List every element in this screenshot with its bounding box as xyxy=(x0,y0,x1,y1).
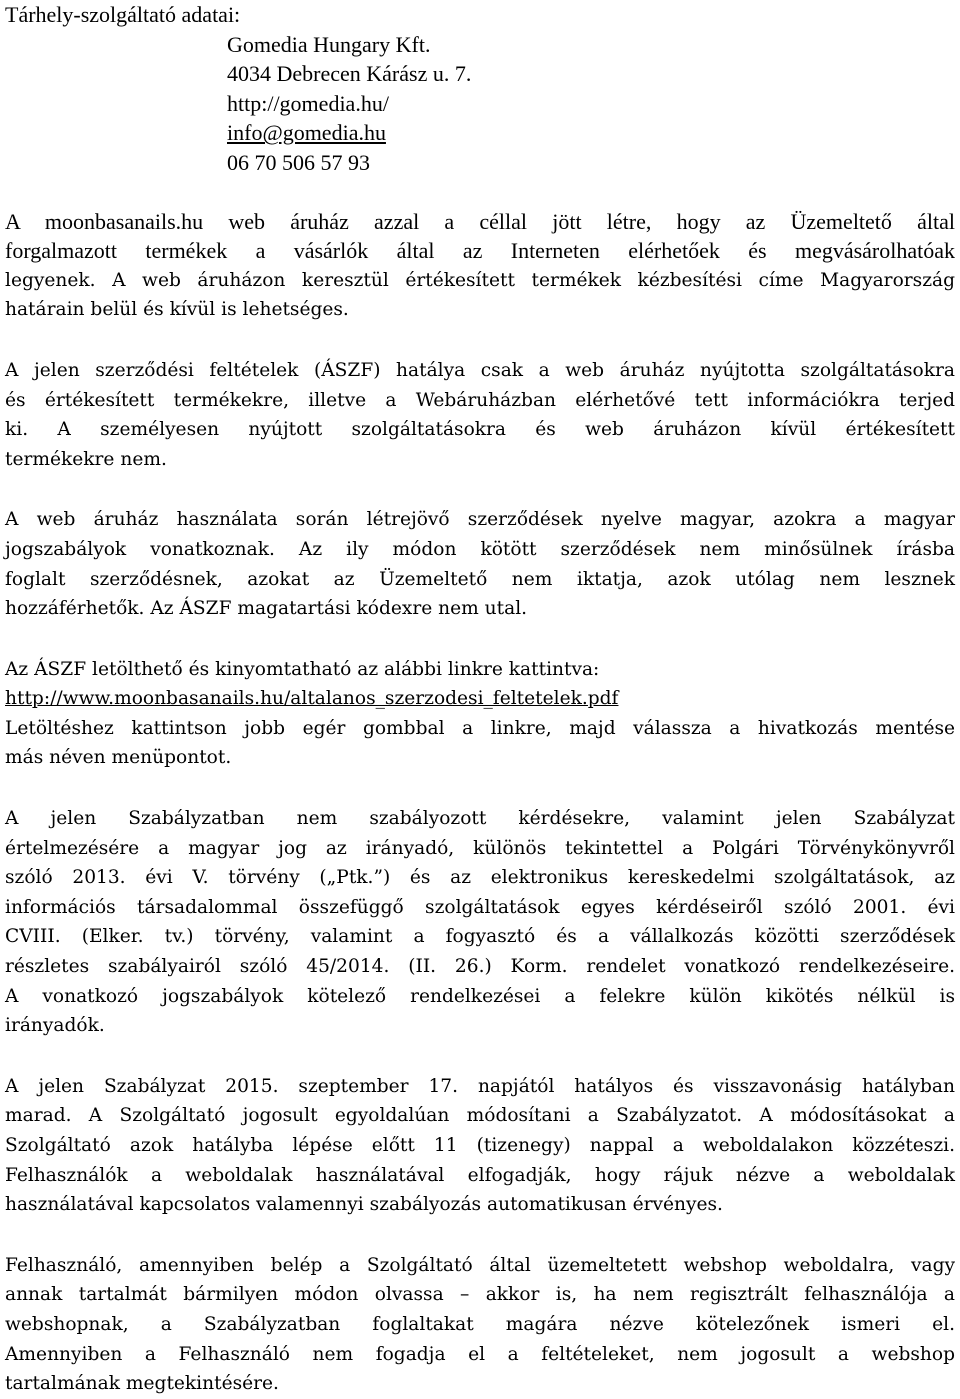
scope-line-2: és értékesített termékekre, illetve a Webáruházban elérhetővé tett információkra terjed xyxy=(5,389,955,411)
hosting-email-link[interactable]: info@gomedia.hu xyxy=(227,120,386,146)
intro-line-3: legyenek. A web áruházon keresztül értékesített termékek kézbesítési címe Magyarország xyxy=(5,269,955,291)
validity-line-3: Szolgáltató azok hatályba lépése előtt 11 (tizenegy) nappal a weboldalakon közzéteszi. xyxy=(5,1135,955,1156)
validity-line-1: A jelen Szabályzat 2015. szeptember 17. napjától hatályos és visszavonásig hatályban xyxy=(5,1075,955,1097)
language-line-2: jogszabályok vonatkoznak. Az ily módon kötött szerződések nem minősülnek írásba xyxy=(5,538,955,560)
hosting-company: Gomedia Hungary Kft. xyxy=(227,31,431,57)
acceptance-line-5: tartalmának megtekintésére. xyxy=(5,1373,279,1395)
download-line-1: Az ÁSZF letölthető és kinyomtatható az alábbi linkre kattintva: xyxy=(5,658,600,680)
law-line-5: CVIII. (Elker. tv.) törvény, valamint a fogyasztó és a vállalkozás közötti szerződések xyxy=(5,926,955,948)
applicable-law-paragraph xyxy=(5,804,955,1041)
law-line-2: értelmezésére a magyar jog az irányadó, különös tekintettel a Polgári Törvénykönyvről xyxy=(5,837,955,859)
hosting-provider-section xyxy=(5,0,955,178)
law-line-3: szóló 2013. évi V. törvény („Ptk.”) és az elektronikus kereskedelmi szolgáltatások, az xyxy=(5,867,955,889)
acceptance-paragraph xyxy=(5,1251,955,1399)
language-line-1: A web áruház használata során létrejövő szerződések nyelve magyar, azokra a magyar xyxy=(5,509,955,531)
intro-line-1: A moonbasanails.hu web áruház azzal a céllal jött létre, hogy az Üzemeltető által xyxy=(5,208,955,234)
hosting-heading: Tárhely-szolgáltató adatai: xyxy=(5,2,241,27)
acceptance-line-4: Amennyiben a Felhasználó nem fogadja el a feltételeket, nem jogosult a webshop xyxy=(5,1343,955,1365)
aszf-pdf-link[interactable]: http://www.moonbasanails.hu/altalanos_szerzodesi_feltetelek.pdf xyxy=(5,688,619,710)
law-line-6: részletes szabályairól szóló 45/2014. (II. 26.) Korm. rendelet vonatkozó rendelkezéseire. xyxy=(5,956,955,978)
acceptance-line-2: annak tartalmát bármilyen módon olvassa – akkor is, ha nem regisztrált felhasználója a xyxy=(5,1284,955,1306)
acceptance-line-1: Felhasználó, amennyiben belép a Szolgáltató által üzemeltetett webshop weboldalra, vagy xyxy=(5,1254,955,1276)
language-paragraph xyxy=(5,505,955,623)
validity-paragraph xyxy=(5,1072,955,1220)
law-line-7: A vonatkozó jogszabályok kötelező rendelkezései a felekre külön kikötés nélkül is xyxy=(5,985,955,1007)
scope-line-1: A jelen szerződési feltételek (ÁSZF) hatálya csak a web áruház nyújtotta szolgáltatásokra xyxy=(5,359,955,381)
intro-paragraph xyxy=(5,207,955,325)
hosting-phone: 06 70 506 57 93 xyxy=(227,149,370,175)
download-paragraph xyxy=(5,655,955,773)
validity-line-4: Felhasználók a weboldalak használatával elfogadják, hogy rájuk nézve a weboldalak xyxy=(5,1164,955,1186)
intro-line-4: határain belül és kívül is lehetséges. xyxy=(5,299,349,321)
document-page xyxy=(5,0,955,1399)
hosting-address: 4034 Debrecen Kárász u. 7. xyxy=(227,61,472,87)
validity-line-2: marad. A Szolgáltató jogosult egyoldalúan módosítani a Szabályzatot. A módosításokat a xyxy=(5,1105,955,1127)
language-line-4: hozzáférhetők. Az ÁSZF magatartási kódexre nem utal. xyxy=(5,598,528,620)
language-line-3: foglalt szerződésnek, azokat az Üzemeltető nem iktatja, azok utólag nem lesznek xyxy=(5,568,955,590)
law-line-1: A jelen Szabályzatban nem szabályozott kérdésekre, valamint jelen Szabályzat xyxy=(5,808,955,830)
scope-line-4: termékekre nem. xyxy=(5,448,167,470)
acceptance-line-3: webshopnak, a Szabályzatban foglaltakat magára nézve kötelezőnek ismeri el. xyxy=(5,1313,955,1335)
download-line-4: más néven menüpontot. xyxy=(5,747,232,769)
scope-paragraph xyxy=(5,356,955,474)
scope-line-3: ki. A személyesen nyújtott szolgáltatásokra és web áruházon kívül értékesített xyxy=(5,419,955,441)
download-line-3: Letöltéshez kattintson jobb egér gombbal a linkre, majd válassza a hivatkozás mentése xyxy=(5,717,955,739)
law-line-4: információs társadalommal összefüggő szolgáltatások egyes kérdéseiről szóló 2001. évi xyxy=(5,896,955,918)
validity-line-5: használatával kapcsolatos valamennyi szabályozás automatikusan érvényes. xyxy=(5,1194,723,1216)
hosting-website: http://gomedia.hu/ xyxy=(227,90,389,116)
law-line-8: irányadók. xyxy=(5,1015,105,1037)
intro-line-2: forgalmazott termékek a vásárlók által az Interneten elérhetőek és megvásárolhatóak xyxy=(5,238,955,264)
